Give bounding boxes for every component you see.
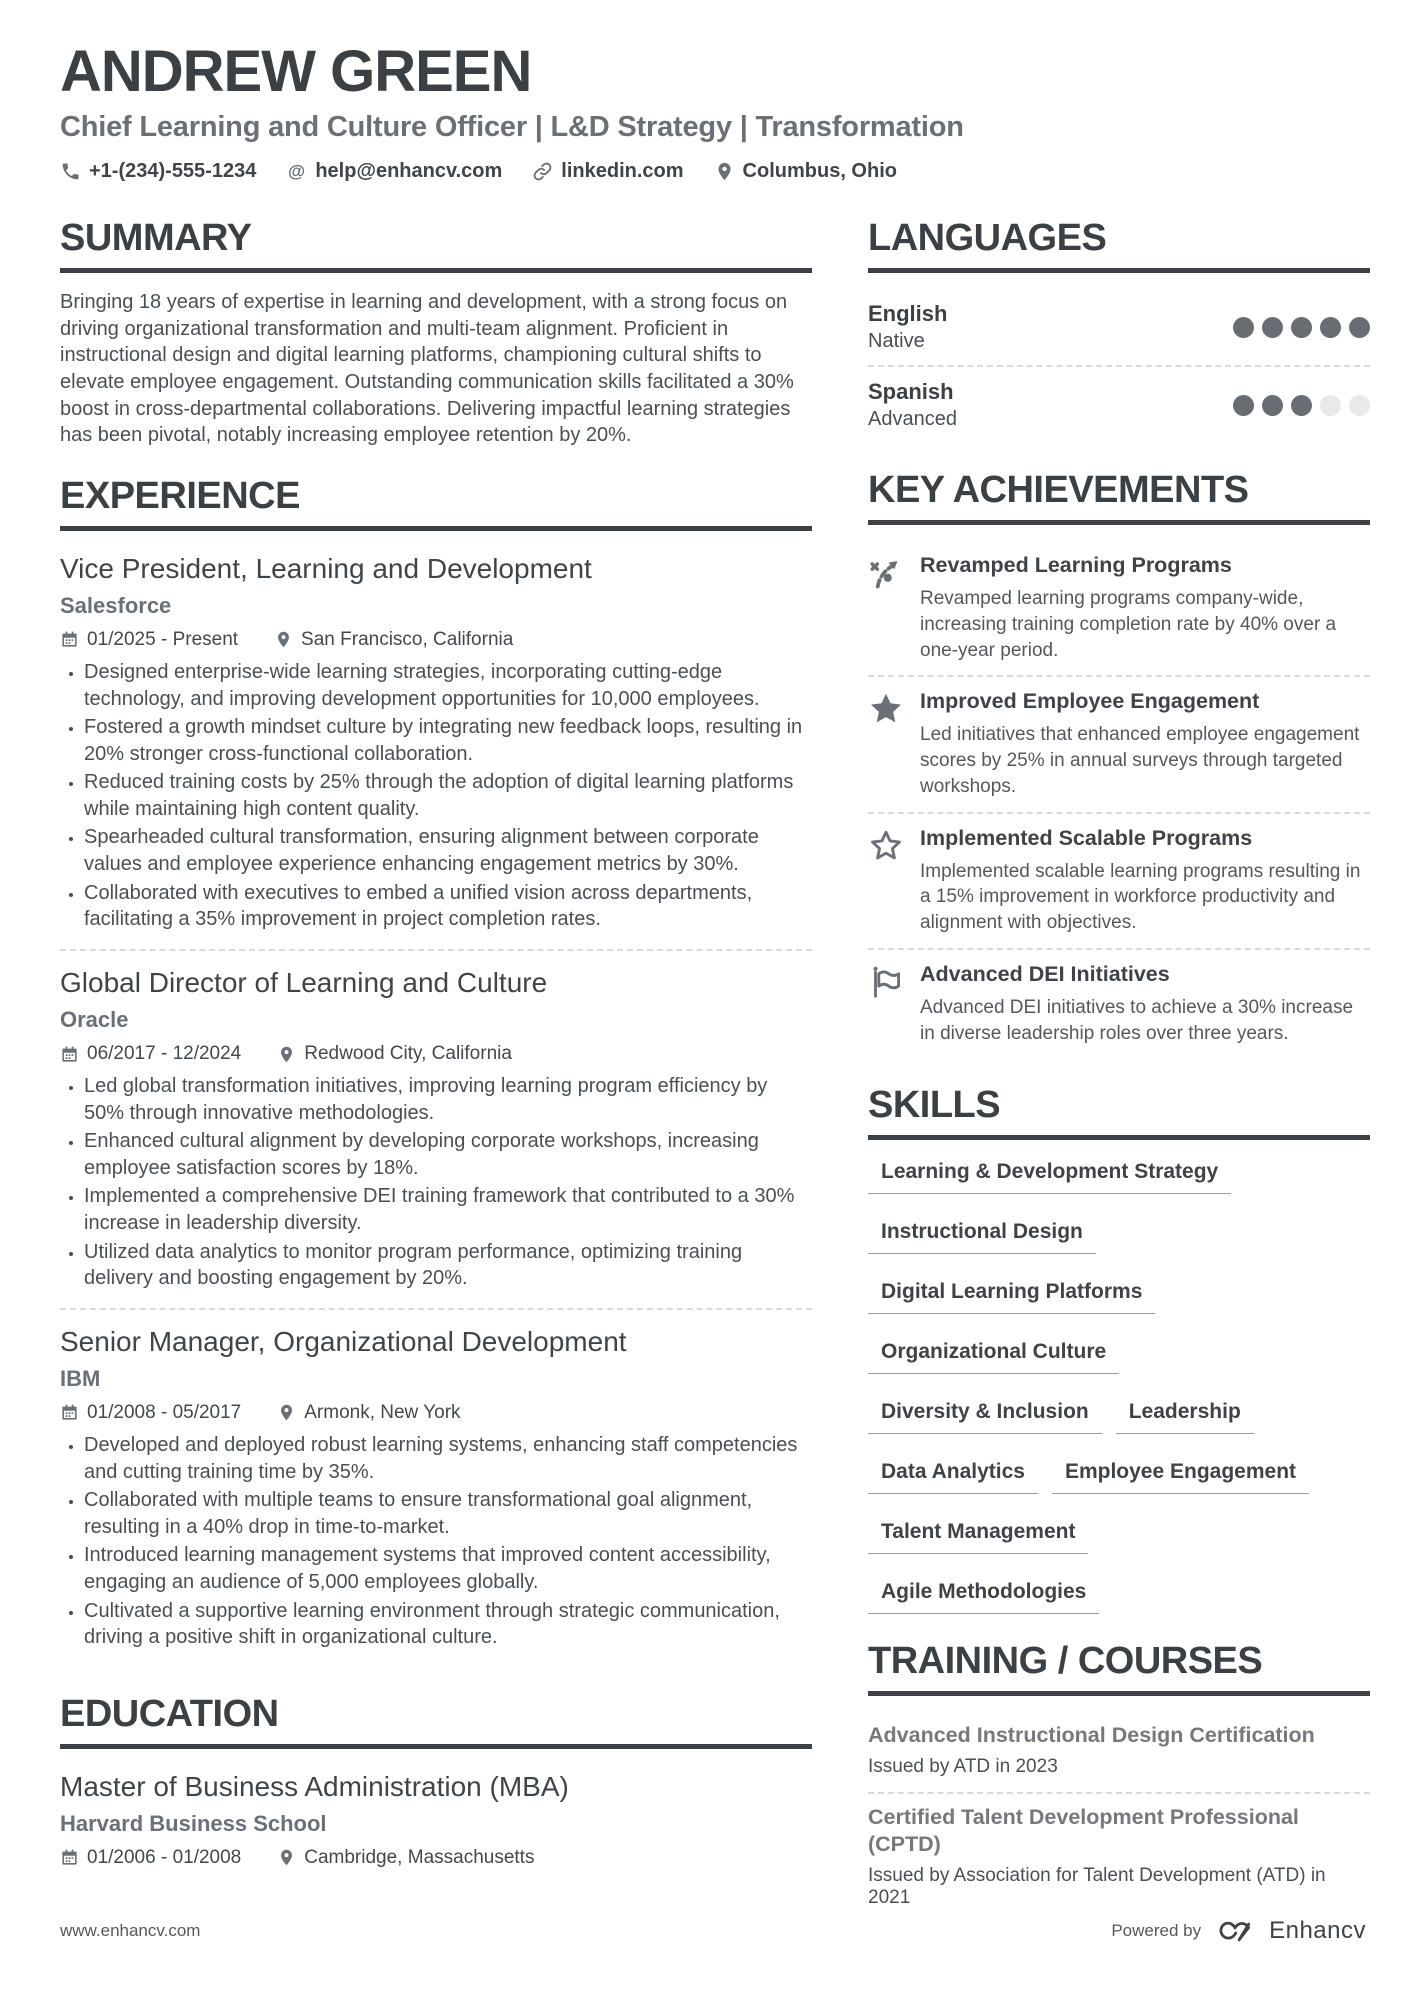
skill-list xyxy=(868,1156,1330,1614)
company-name: Salesforce xyxy=(60,592,172,618)
proficiency-dot xyxy=(1320,395,1341,416)
footer-url[interactable]: www.enhancv.com xyxy=(60,1921,201,1940)
enhancv-logo xyxy=(1215,1917,1255,1945)
achievement-item xyxy=(868,948,1370,1058)
achievement-body xyxy=(920,689,1370,799)
brand-name: Enhancv xyxy=(1269,1917,1366,1944)
proficiency-dot xyxy=(1320,317,1341,338)
skills-section xyxy=(868,1084,1370,1614)
skill-tag: Agile Methodologies xyxy=(868,1580,1099,1614)
right-column xyxy=(868,217,1370,1949)
contact-item[interactable] xyxy=(532,160,683,183)
skill-tag: Diversity & Inclusion xyxy=(868,1400,1102,1434)
course-issuer: Issued by Association for Talent Development (ATD) in 2021 xyxy=(868,1865,1326,1909)
education-dates xyxy=(60,1847,241,1869)
achievement-icon xyxy=(868,964,904,1000)
left-column xyxy=(60,217,812,1949)
job-dates xyxy=(60,1402,241,1424)
achievement-text: Revamped learning programs company-wide, increasing training completion rate by 40% over a one-year period. xyxy=(920,587,1337,661)
achievement-item xyxy=(868,675,1370,811)
skill-tag: Organizational Culture xyxy=(868,1340,1119,1374)
achievement-icon xyxy=(868,555,904,591)
achievement-body xyxy=(920,962,1370,1046)
language-labels xyxy=(868,301,947,353)
course-title: Certified Talent Development Professional (CPTD) xyxy=(868,1805,1299,1857)
job-title: Vice President, Learning and Development xyxy=(60,552,592,584)
headline: Chief Learning and Culture Officer | L&D Strategy | Transformation xyxy=(60,111,964,144)
achievement-title: Improved Employee Engagement xyxy=(920,689,1260,714)
location-text: San Francisco, California xyxy=(301,628,514,650)
dates-text: 01/2025 - Present xyxy=(87,628,239,650)
footer xyxy=(60,1917,1366,1945)
contact-item[interactable] xyxy=(286,160,502,183)
location-icon xyxy=(277,1045,296,1064)
calendar-icon xyxy=(60,1045,79,1064)
location-icon xyxy=(277,1848,296,1867)
experience-section xyxy=(60,475,812,1667)
powered-by-label: Powered by xyxy=(1111,1921,1202,1940)
bullet-item: • Developed and deployed robust learning systems, enhancing staff competencies and cutting training time by 35%. xyxy=(84,1432,812,1485)
achievement-text: Led initiatives that enhanced employee engagement scores by 25% in annual surveys through targeted workshops. xyxy=(920,724,1360,797)
job-location xyxy=(274,629,513,651)
bullet-item: • Reduced training costs by 25% through the adoption of digital learning platforms while maintaining high content quality. xyxy=(84,769,812,822)
job-entry xyxy=(60,949,812,1308)
powered-by xyxy=(1111,1917,1366,1945)
achievement-icon xyxy=(868,828,904,864)
education-meta xyxy=(60,1847,812,1869)
language-labels xyxy=(868,379,957,431)
achievement-item xyxy=(868,812,1370,948)
contact-icon xyxy=(532,161,553,182)
bullet-item: • Cultivated a supportive learning environment through strategic communication, driving a positive shift in organizational culture. xyxy=(84,1598,812,1651)
achievement-title: Implemented Scalable Programs xyxy=(920,825,1253,850)
dates-text: 01/2008 - 05/2017 xyxy=(87,1401,242,1423)
bullet-item: • Spearheaded cultural transformation, ensuring alignment between corporate values and employee experience enhancing engagement metrics by 30%. xyxy=(84,824,812,877)
languages-section xyxy=(868,217,1370,443)
achievement-title: Advanced DEI Initiatives xyxy=(920,962,1170,986)
course-issuer: Issued by ATD in 2023 xyxy=(868,1756,1058,1778)
contact-text: Columbus, Ohio xyxy=(742,160,897,183)
proficiency-dot xyxy=(1233,395,1254,416)
dates-text: 01/2006 - 01/2008 xyxy=(87,1846,242,1868)
training-section xyxy=(868,1640,1370,1923)
company-name: IBM xyxy=(60,1365,101,1391)
calendar-icon xyxy=(60,630,79,649)
course-list xyxy=(868,1712,1370,1923)
proficiency-dot xyxy=(1233,317,1254,338)
bullet-item: • Fostered a growth mindset culture by integrating new feedback loops, resulting in 20% stronger cross-functional collaboration. xyxy=(84,714,812,767)
skill-tag: Data Analytics xyxy=(868,1460,1038,1494)
skill-tag: Talent Management xyxy=(868,1520,1088,1554)
location-icon xyxy=(277,1403,296,1422)
summary-heading: SUMMARY xyxy=(60,217,812,273)
summary-text: Bringing 18 years of expertise in learning and development, with a strong focus on driving organizational transformation and multi-team alignment. Proficient in instructional design and digital learning platforms, championing cultural shifts to elevate employee engagement. Outstanding communication skills facilitated a 30% boost in cross-departmental collaborations. Delivering impactful learning strategies has been pivotal, notably increasing employee retention by 20%. xyxy=(60,291,794,447)
company-name: Oracle xyxy=(60,1007,129,1033)
job-list xyxy=(60,547,812,1667)
contact-item[interactable] xyxy=(60,160,256,183)
calendar-icon xyxy=(60,1403,79,1422)
language-level: Native xyxy=(868,330,925,353)
contact-icon xyxy=(714,161,735,182)
course-item xyxy=(868,1792,1370,1923)
education-heading: EDUCATION xyxy=(60,1693,812,1749)
bullet-item: • Enhanced cultural alignment by developing corporate workshops, increasing employee satisfaction scores by 18%. xyxy=(84,1128,812,1181)
achievement-text: Implemented scalable learning programs resulting in a 15% improvement in workforce productivity and alignment with objectives. xyxy=(920,860,1361,934)
location-text: Armonk, New York xyxy=(304,1401,461,1423)
location-text: Cambridge, Massachusetts xyxy=(304,1846,535,1868)
achievement-body xyxy=(920,826,1370,936)
skill-tag: Employee Engagement xyxy=(1052,1460,1309,1494)
bullet-item: • Implemented a comprehensive DEI training framework that contributed to a 30% increase in leadership diversity. xyxy=(84,1183,812,1236)
bullet-list xyxy=(60,659,812,933)
location-text: Redwood City, California xyxy=(304,1043,512,1065)
header xyxy=(60,39,1370,183)
degree-title: Master of Business Administration (MBA) xyxy=(60,1770,569,1802)
job-meta xyxy=(60,629,812,651)
bullet-item: • Led global transformation initiatives, improving learning program efficiency by 50% through innovative methodologies. xyxy=(84,1073,812,1126)
language-name: English xyxy=(868,301,948,327)
achievement-body xyxy=(920,553,1370,663)
education-entry xyxy=(60,1765,812,1883)
calendar-icon xyxy=(60,1848,79,1867)
job-dates xyxy=(60,1043,241,1065)
location-icon xyxy=(274,630,293,649)
job-dates xyxy=(60,629,238,651)
proficiency-dot xyxy=(1291,317,1312,338)
contact-text: linkedin.com xyxy=(561,160,684,183)
training-heading: TRAINING / COURSES xyxy=(868,1640,1370,1696)
contact-icon xyxy=(60,161,81,182)
language-proficiency-dots xyxy=(1233,317,1370,338)
experience-heading: EXPERIENCE xyxy=(60,475,812,531)
bullet-item: • Collaborated with executives to embed a unified vision across departments, facilitating a 35% improvement in project completion rates. xyxy=(84,880,812,933)
bullet-item: • Introduced learning management systems that improved content accessibility, engaging an audience of 5,000 employees globally. xyxy=(84,1542,812,1595)
bullet-list xyxy=(60,1073,812,1292)
achievement-item xyxy=(868,541,1370,675)
person-name: ANDREW GREEN xyxy=(60,39,532,104)
contact-text: help@enhancv.com xyxy=(315,160,503,183)
contact-row xyxy=(60,160,1370,183)
achievements-section xyxy=(868,469,1370,1058)
language-item xyxy=(868,365,1370,443)
skill-tag: Learning & Development Strategy xyxy=(868,1160,1231,1194)
proficiency-dot xyxy=(1262,395,1283,416)
achievement-icon xyxy=(868,691,904,727)
skill-tag: Leadership xyxy=(1116,1400,1254,1434)
course-item xyxy=(868,1712,1370,1792)
education-location xyxy=(277,1847,534,1869)
language-list xyxy=(868,289,1370,443)
contact-icon xyxy=(286,161,307,182)
achievement-list xyxy=(868,541,1370,1058)
job-entry xyxy=(60,1308,812,1667)
skill-tag: Digital Learning Platforms xyxy=(868,1280,1155,1314)
language-level: Advanced xyxy=(868,408,957,431)
job-location xyxy=(277,1043,512,1065)
proficiency-dot xyxy=(1349,395,1370,416)
proficiency-dot xyxy=(1291,395,1312,416)
job-title: Global Director of Learning and Culture xyxy=(60,966,548,998)
contact-text: +1-(234)-555-1234 xyxy=(89,160,257,183)
dates-text: 06/2017 - 12/2024 xyxy=(87,1043,242,1065)
education-section xyxy=(60,1693,812,1883)
summary-section xyxy=(60,217,812,449)
job-location xyxy=(277,1402,460,1424)
skill-tag: Instructional Design xyxy=(868,1220,1096,1254)
bullet-item: • Collaborated with multiple teams to ensure transformational goal alignment, resulting in a 40% drop in time-to-market. xyxy=(84,1487,812,1540)
achievements-heading: KEY ACHIEVEMENTS xyxy=(868,469,1370,525)
language-proficiency-dots xyxy=(1233,395,1370,416)
proficiency-dot xyxy=(1349,317,1370,338)
bullet-item: • Designed enterprise-wide learning strategies, incorporating cutting-edge technology, and improving development opportunities for 10,000 employees. xyxy=(84,659,812,712)
languages-heading: LANGUAGES xyxy=(868,217,1370,273)
bullet-item: • Utilized data analytics to monitor program performance, optimizing training delivery and boosting engagement by 20%. xyxy=(84,1239,812,1292)
job-entry xyxy=(60,547,812,949)
school-name: Harvard Business School xyxy=(60,1810,327,1836)
course-title: Advanced Instructional Design Certification xyxy=(868,1723,1315,1748)
proficiency-dot xyxy=(1262,317,1283,338)
achievement-title: Revamped Learning Programs xyxy=(920,553,1232,578)
language-item xyxy=(868,289,1370,365)
job-meta xyxy=(60,1402,812,1424)
skills-heading: SKILLS xyxy=(868,1084,1370,1140)
achievement-text: Advanced DEI initiatives to achieve a 30% increase in diverse leadership roles over three years. xyxy=(920,996,1354,1044)
job-title: Senior Manager, Organizational Development xyxy=(60,1325,627,1357)
content-columns xyxy=(60,217,1370,1949)
bullet-list xyxy=(60,1432,812,1651)
language-name: Spanish xyxy=(868,379,954,405)
job-meta xyxy=(60,1043,812,1065)
contact-item[interactable] xyxy=(714,160,897,183)
